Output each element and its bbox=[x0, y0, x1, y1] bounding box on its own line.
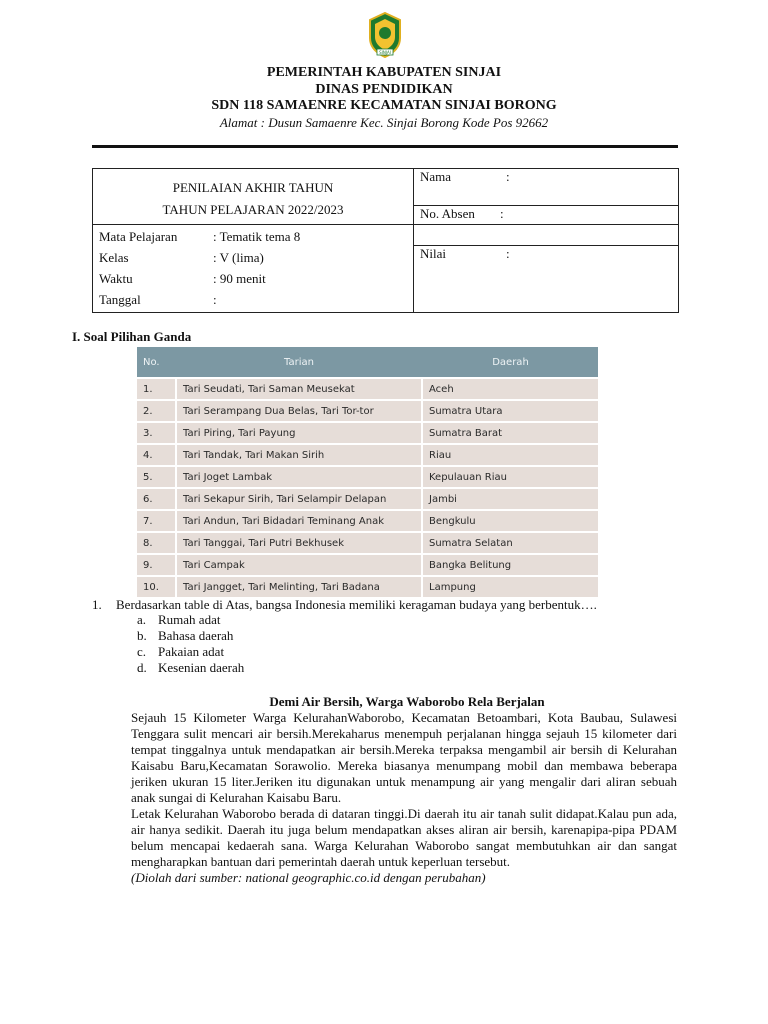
name-field[interactable] bbox=[414, 169, 679, 206]
option-key: a. bbox=[137, 612, 147, 627]
table-row bbox=[137, 533, 598, 553]
cell-region: Jambi bbox=[423, 489, 598, 509]
table-row bbox=[137, 555, 598, 575]
source-note: (Diolah dari sumber: national geographic.co.id dengan perubahan) bbox=[131, 870, 486, 885]
cell-region: Lampung bbox=[423, 577, 598, 597]
header-divider bbox=[92, 145, 678, 148]
table-row bbox=[137, 511, 598, 531]
detail-label: Kelas bbox=[99, 250, 129, 265]
option-text: Bahasa daerah bbox=[158, 628, 234, 643]
table-row bbox=[137, 577, 598, 597]
answer-options bbox=[137, 612, 244, 676]
name-colon: : bbox=[506, 169, 510, 184]
cell-dance: Tari Sekapur Sirih, Tari Selampir Delapan bbox=[175, 489, 423, 509]
question-1 bbox=[92, 597, 692, 613]
regency-logo-icon bbox=[368, 12, 402, 58]
section-title: I. Soal Pilihan Ganda bbox=[72, 329, 192, 344]
detail-row bbox=[99, 247, 407, 268]
cell-region: Sumatra Barat bbox=[423, 423, 598, 443]
cell-no: 7. bbox=[137, 511, 175, 531]
cell-region: Aceh bbox=[423, 379, 598, 399]
header-department: DINAS PENDIDIKAN bbox=[315, 82, 453, 97]
table-row bbox=[137, 445, 598, 465]
cell-region: Bangka Belitung bbox=[423, 555, 598, 575]
question-text: Berdasarkan table di Atas, bangsa Indonesia memiliki keragaman budaya yang berbentuk…. bbox=[116, 597, 597, 612]
reading-title: Demi Air Bersih, Warga Waborobo Rela Berjalan bbox=[269, 694, 545, 709]
cell-region: Kepulauan Riau bbox=[423, 467, 598, 487]
header-dance: Tarian bbox=[175, 347, 423, 377]
score-colon: : bbox=[506, 246, 510, 261]
cell-no: 8. bbox=[137, 533, 175, 553]
paragraph-1: Sejauh 15 Kilometer Warga KelurahanWaborobo, Kecamatan Betoambari, Kota Baubau, Sulawesi Tenggara sulit mencari air bersih.Merekaharus menempuh perjalanan hingga sejauh 15 kilometer dari tempat tinggalnya untuk mendapatkan air bersih.Mereka terpaksa mengambil air bersih di Kelurahan Kaisabu Baru,Kecamatan Sorawolio. Mereka biasanya menumpang mobil dan membawa beberapa jeriken ukuran 15 liter.Jeriken itu digunakan untuk menampung air yang mengalir dari aliran sebuah anak sungai di Kelurahan Kaisabu Baru. bbox=[131, 710, 677, 805]
detail-label: Waktu bbox=[99, 271, 133, 286]
detail-value: : Tematik tema 8 bbox=[213, 229, 301, 244]
header-address: Alamat : Dusun Samaenre Kec. Sinjai Borong Kode Pos 92662 bbox=[219, 115, 549, 130]
option-d[interactable] bbox=[137, 660, 244, 676]
option-b[interactable] bbox=[137, 628, 244, 644]
exam-details-cell bbox=[93, 225, 414, 313]
absence-label: No. Absen bbox=[420, 206, 475, 221]
cell-dance: Tari Campak bbox=[175, 555, 423, 575]
option-c[interactable] bbox=[137, 644, 244, 660]
score-label: Nilai bbox=[420, 246, 446, 261]
header-government: PEMERINTAH KABUPATEN SINJAI bbox=[266, 65, 502, 80]
cell-no: 2. bbox=[137, 401, 175, 421]
question-number: 1. bbox=[92, 597, 102, 612]
option-key: b. bbox=[137, 628, 147, 643]
detail-value: : 90 menit bbox=[213, 271, 266, 286]
cell-no: 5. bbox=[137, 467, 175, 487]
cell-region: Bengkulu bbox=[423, 511, 598, 531]
detail-value: : V (lima) bbox=[213, 250, 264, 265]
option-text: Rumah adat bbox=[158, 612, 221, 627]
exam-info-table bbox=[92, 168, 679, 313]
cell-no: 1. bbox=[137, 379, 175, 399]
score-field[interactable] bbox=[414, 246, 679, 313]
detail-label: Mata Pelajaran bbox=[99, 229, 178, 244]
cell-no: 3. bbox=[137, 423, 175, 443]
cell-dance: Tari Serampang Dua Belas, Tari Tor-tor bbox=[175, 401, 423, 421]
paragraph-2: Letak Kelurahan Waborobo berada di dataran tinggi.Di daerah itu air tanah sulit didapat.Kalau pun ada, air hanya sedikit. Daerah itu juga belum mendapatkan akses aliran air bersih, karenapipa-pipa PDAM belum mencapai kedaerah sana. Warga Kelurahan Waborobo sangat membutuhkan air dan sangat mengharapkan bantuan dari pemerintah daerah untuk keperluan tersebut. bbox=[131, 806, 677, 869]
header-region: Daerah bbox=[423, 347, 598, 377]
dance-region-table bbox=[137, 345, 598, 599]
cell-dance: Tari Seudati, Tari Saman Meusekat bbox=[175, 379, 423, 399]
cell-region: Sumatra Utara bbox=[423, 401, 598, 421]
option-key: c. bbox=[137, 644, 147, 659]
detail-row bbox=[99, 289, 407, 310]
name-label: Nama bbox=[420, 169, 452, 184]
cell-no: 6. bbox=[137, 489, 175, 509]
table-header-row bbox=[137, 347, 598, 377]
cell-dance: Tari Andun, Tari Bidadari Teminang Anak bbox=[175, 511, 423, 531]
table-row bbox=[137, 423, 598, 443]
cell-no: 4. bbox=[137, 445, 175, 465]
cell-dance: Tari Joget Lambak bbox=[175, 467, 423, 487]
exam-title-cell bbox=[93, 169, 414, 225]
cell-region: Riau bbox=[423, 445, 598, 465]
table-row bbox=[137, 401, 598, 421]
cell-dance: Tari Piring, Tari Payung bbox=[175, 423, 423, 443]
absence-number-field[interactable] bbox=[414, 206, 679, 225]
cell-no: 10. bbox=[137, 577, 175, 597]
header-school: SDN 118 SAMAENRE KECAMATAN SINJAI BORONG bbox=[211, 98, 557, 113]
option-text: Kesenian daerah bbox=[158, 660, 245, 675]
cell-dance: Tari Jangget, Tari Melinting, Tari Badana bbox=[175, 577, 423, 597]
reading-passage bbox=[131, 710, 677, 886]
exam-year: TAHUN PELAJARAN 2022/2023 bbox=[162, 201, 344, 217]
cell-dance: Tari Tanggai, Tari Putri Bekhusek bbox=[175, 533, 423, 553]
logo-text: SINJAI bbox=[379, 50, 391, 55]
detail-row bbox=[99, 268, 407, 289]
table-row bbox=[137, 489, 598, 509]
cell-region: Sumatra Selatan bbox=[423, 533, 598, 553]
option-text: Pakaian adat bbox=[158, 644, 225, 659]
blank-cell bbox=[414, 225, 679, 246]
detail-value: : bbox=[213, 292, 217, 307]
absence-colon: : bbox=[500, 206, 504, 221]
table-row bbox=[137, 379, 598, 399]
option-a[interactable] bbox=[137, 612, 244, 628]
option-key: d. bbox=[137, 660, 147, 675]
exam-title: PENILAIAN AKHIR TAHUN bbox=[172, 179, 334, 195]
detail-label: Tanggal bbox=[99, 292, 141, 307]
detail-row bbox=[99, 226, 407, 247]
cell-dance: Tari Tandak, Tari Makan Sirih bbox=[175, 445, 423, 465]
cell-no: 9. bbox=[137, 555, 175, 575]
table-row bbox=[137, 467, 598, 487]
header-no: No. bbox=[137, 347, 175, 377]
